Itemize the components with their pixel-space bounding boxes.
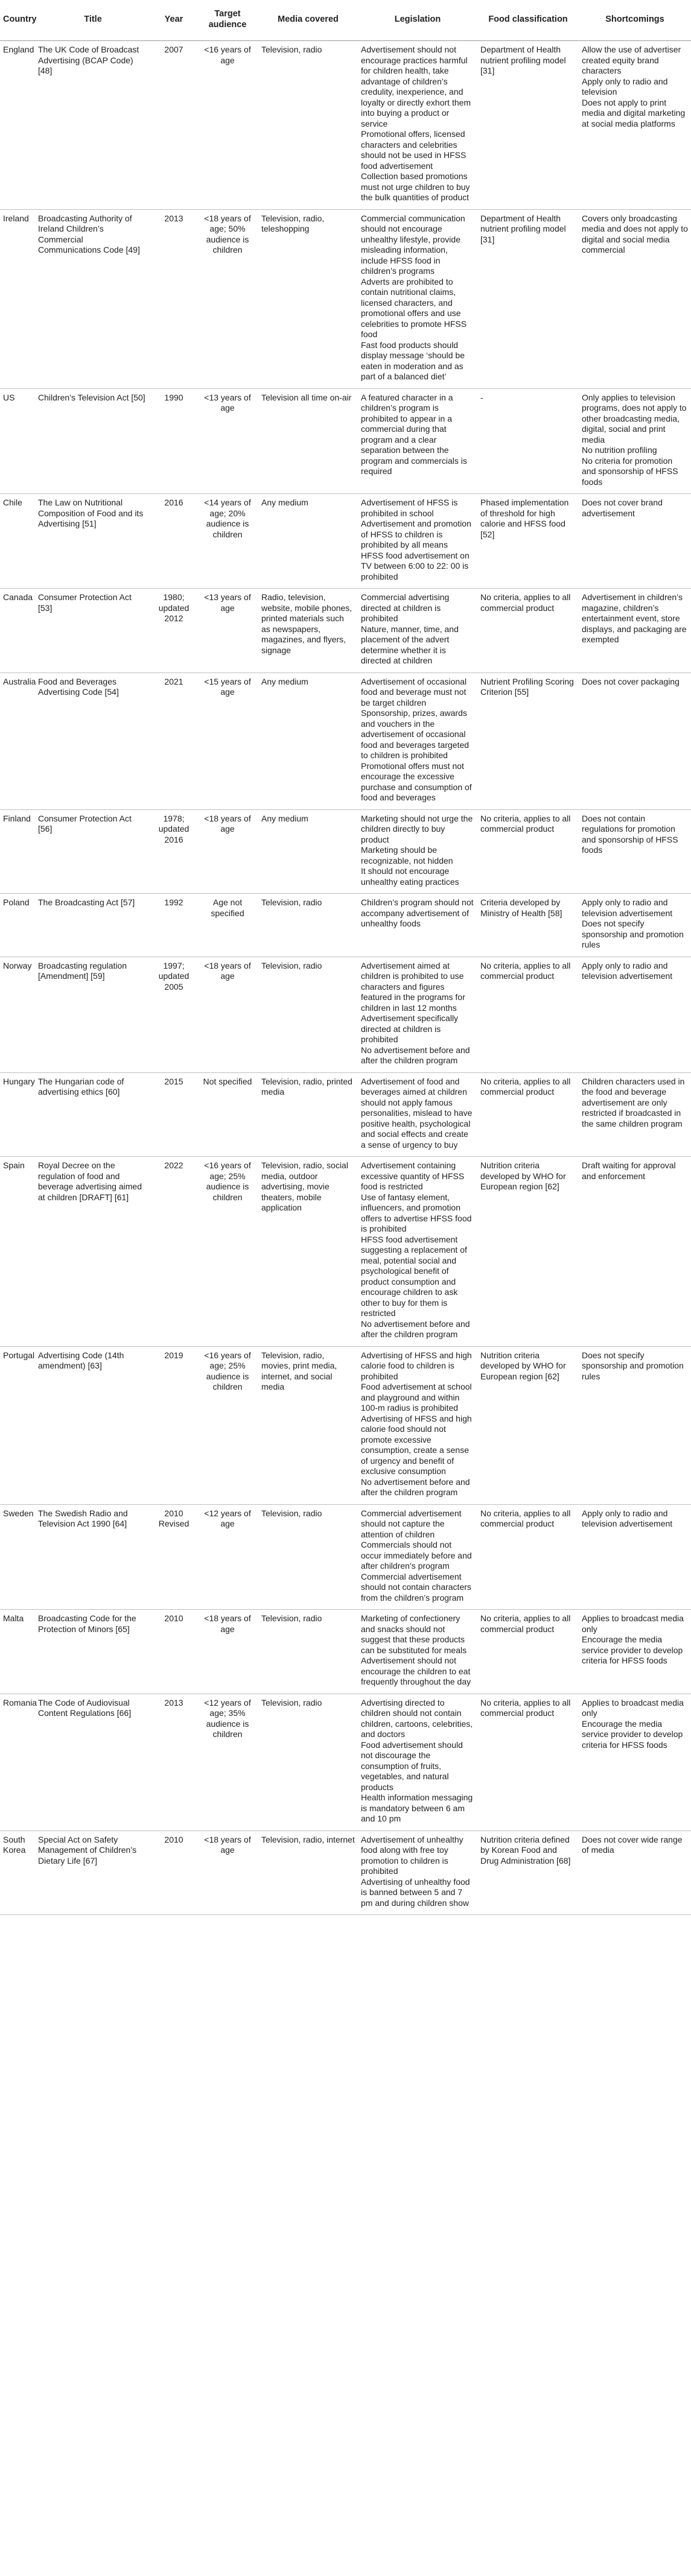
- target-audience-cell: <14 years of age; 20% audience is children: [197, 494, 258, 589]
- legislation-line: Marketing should be recognizable, not hidden: [361, 845, 453, 866]
- legislation-line: No advertisement before and after the children program: [361, 1476, 470, 1497]
- title-cell: Advertising Code (14th amendment) [63]: [35, 1346, 151, 1504]
- shortcomings-cell: [579, 209, 691, 388]
- legislation-line: Collection based promotions must not urge children to buy the bulk quantities of product: [361, 171, 470, 202]
- target-audience-cell: <12 years of age: [197, 1504, 258, 1610]
- title-cell: The UK Code of Broadcast Advertising (BCAP Code) [48]: [35, 41, 151, 210]
- title-cell: Royal Decree on the regulation of food and beverage advertising aimed at children [DRAFT] [61]: [35, 1157, 151, 1347]
- header-media-covered: Media covered: [258, 0, 358, 41]
- legislation-line: Advertising of HFSS and high calorie food should not promote excessive consumption, create a sense of urgency and benefit of exclusive consumption: [361, 1413, 472, 1476]
- shortcomings-cell: [579, 957, 691, 1072]
- year-cell: 2021: [151, 672, 197, 809]
- legislation-line: Health information messaging is mandatory between 6 am and 10 pm: [361, 1793, 473, 1823]
- country-cell: Chile: [0, 494, 35, 589]
- shortcomings-cell: [579, 1610, 691, 1694]
- header-legislation: Legislation: [358, 0, 477, 41]
- target-audience-cell: <16 years of age; 25% audience is children: [197, 1157, 258, 1347]
- shortcomings-cell: [579, 1157, 691, 1347]
- shortcomings-line: Encourage the media service provider to develop criteria for HFSS foods: [582, 1718, 683, 1750]
- header-year: Year: [151, 0, 197, 41]
- media-covered-cell: Any medium: [258, 672, 358, 809]
- shortcomings-cell: [579, 41, 691, 210]
- legislation-line: Promotional offers must not encourage the excessive purchase and consumption of food and beverages: [361, 761, 472, 802]
- legislation-line: Advertisement of food and beverages aimed at children should not apply famous personalities, mislead to have positive health, psychological and social effects and create a sense of urgency to buy: [361, 1076, 473, 1150]
- shortcomings-line: Allow the use of advertiser created equity brand characters: [582, 45, 681, 75]
- table-row: [0, 209, 691, 388]
- legislation-line: It should not encourage unhealthy eating practices: [361, 866, 459, 887]
- legislation-line: Advertising directed to children should not contain children, cartoons, celebrities, and doctors: [361, 1697, 473, 1739]
- food-classification-cell: Phased implementation of threshold for high calorie and HFSS food [52]: [477, 494, 579, 589]
- media-covered-cell: Any medium: [258, 809, 358, 894]
- legislation-line: Advertisement should not encourage practices harmful for children health, take advantage of children’s credulity, inexperience, and loyalty or directly exhort them into buying a product or service: [361, 45, 471, 128]
- shortcomings-line: Does not apply to print media and digital marketing at social media platforms: [582, 97, 686, 128]
- title-cell: Broadcasting Authority of Ireland Children’s Commercial Communications Code [49]: [35, 209, 151, 388]
- legislation-line: Adverts are prohibited to contain nutritional claims, licensed characters, and promotional offers and use celebrities to promote HFSS food: [361, 276, 467, 339]
- shortcomings-cell: [579, 809, 691, 894]
- legislation-cell: [358, 809, 477, 894]
- target-audience-cell: <18 years of age; 50% audience is children: [197, 209, 258, 388]
- legislation-line: Advertisement of occasional food and beverage must not be target children: [361, 676, 467, 707]
- target-audience-cell: <13 years of age: [197, 388, 258, 494]
- year-cell: 2022: [151, 1157, 197, 1347]
- shortcomings-cell: [579, 1072, 691, 1157]
- shortcomings-line: Covers only broadcasting media and does not apply to digital and social media commercial: [582, 213, 688, 255]
- legislation-cell: [358, 672, 477, 809]
- table-row: [0, 957, 691, 1072]
- country-cell: Australia: [0, 672, 35, 809]
- legislation-line: Advertisement of unhealthy food along with free toy promotion to children is prohibited: [361, 1834, 463, 1876]
- food-classification-cell: No criteria, applies to all commercial product: [477, 809, 579, 894]
- shortcomings-line: Apply only to radio and television advertisement: [582, 897, 673, 918]
- country-cell: England: [0, 41, 35, 210]
- country-cell: Romania: [0, 1694, 35, 1831]
- legislation-line: Advertising of HFSS and high calorie food to children is prohibited: [361, 1350, 472, 1381]
- target-audience-cell: Age not specified: [197, 894, 258, 957]
- legislation-line: A featured character in a children’s program is prohibited to appear in a commercial during that program and a clear separation between the program and commercials is required: [361, 392, 467, 476]
- food-classification-cell: No criteria, applies to all commercial product: [477, 1610, 579, 1694]
- country-cell: Canada: [0, 589, 35, 673]
- table-row: [0, 1831, 691, 1915]
- legislation-line: Advertisement and promotion of HFSS to children is prohibited by all means: [361, 519, 471, 549]
- food-classification-cell: No criteria, applies to all commercial product: [477, 957, 579, 1072]
- shortcomings-line: Does not specify sponsorship and promotion rules: [582, 1350, 684, 1381]
- shortcomings-cell: [579, 388, 691, 494]
- legislation-cell: [358, 1157, 477, 1347]
- shortcomings-cell: [579, 1504, 691, 1610]
- media-covered-cell: Television, radio: [258, 1610, 358, 1694]
- legislation-line: Commercial advertisement should not capture the attention of children Commercials should not occur immediately before and after children’s program: [361, 1508, 472, 1571]
- country-cell: Spain: [0, 1157, 35, 1347]
- food-classification-cell: Nutrition criteria defined by Korean Food and Drug Administration [68]: [477, 1831, 579, 1915]
- header-row: [0, 0, 691, 41]
- media-covered-cell: Television all time on-air: [258, 388, 358, 494]
- legislation-line: No advertisement before and after the children program: [361, 1045, 470, 1065]
- target-audience-cell: <18 years of age: [197, 1610, 258, 1694]
- year-cell: 2015: [151, 1072, 197, 1157]
- food-classification-cell: Nutrition criteria developed by WHO for European region [62]: [477, 1346, 579, 1504]
- title-cell: The Law on Nutritional Composition of Food and its Advertising [51]: [35, 494, 151, 589]
- target-audience-cell: Not specified: [197, 1072, 258, 1157]
- title-cell: Broadcasting Code for the Protection of Minors [65]: [35, 1610, 151, 1694]
- target-audience-cell: <16 years of age: [197, 41, 258, 210]
- country-cell: Malta: [0, 1610, 35, 1694]
- title-cell: Consumer Protection Act [53]: [35, 589, 151, 673]
- legislation-cell: [358, 1072, 477, 1157]
- target-audience-cell: <18 years of age: [197, 809, 258, 894]
- table-row: [0, 672, 691, 809]
- year-cell: 2010: [151, 1831, 197, 1915]
- table-row: [0, 1157, 691, 1347]
- table-row: [0, 894, 691, 957]
- shortcomings-line: Apply only to radio and television advertisement: [582, 960, 673, 981]
- shortcomings-line: Apply only to radio and television: [582, 76, 668, 97]
- shortcomings-line: No criteria for promotion and sponsorship of HFSS foods: [582, 455, 678, 487]
- media-covered-cell: Television, radio: [258, 41, 358, 210]
- legislation-cell: [358, 1831, 477, 1915]
- shortcomings-line: Advertisement in children’s magazine, children’s entertainment event, store displays, and packaging are exempted: [582, 592, 687, 644]
- title-cell: Consumer Protection Act [56]: [35, 809, 151, 894]
- food-classification-cell: Nutrition criteria developed by WHO for European region [62]: [477, 1157, 579, 1347]
- year-cell: 1980; updated 2012: [151, 589, 197, 673]
- shortcomings-cell: [579, 1694, 691, 1831]
- title-cell: Special Act on Safety Management of Children’s Dietary Life [67]: [35, 1831, 151, 1915]
- table-row: [0, 388, 691, 494]
- country-cell: US: [0, 388, 35, 494]
- title-cell: The Code of Audiovisual Content Regulations [66]: [35, 1694, 151, 1831]
- media-covered-cell: Television, radio, social media, outdoor advertising, movie theaters, mobile application: [258, 1157, 358, 1347]
- legislation-line: Fast food products should display message ‘should be eaten in moderation and as part of a balanced diet’: [361, 340, 465, 381]
- shortcomings-line: Applies to broadcast media only: [582, 1613, 684, 1634]
- year-cell: 1978; updated 2016: [151, 809, 197, 894]
- media-covered-cell: Television, radio, teleshopping: [258, 209, 358, 388]
- shortcomings-line: Only applies to television programs, does not apply to other broadcasting media, digital, social and print media: [582, 392, 687, 445]
- shortcomings-cell: [579, 1346, 691, 1504]
- shortcomings-line: No nutrition profiling: [582, 445, 657, 455]
- food-classification-cell: Criteria developed by Ministry of Health [58]: [477, 894, 579, 957]
- legislation-line: Advertisement aimed at children is prohibited to use characters and figures featured in the programs for children in last 12 months: [361, 960, 465, 1013]
- food-classification-cell: Nutrient Profiling Scoring Criterion [55]: [477, 672, 579, 809]
- media-covered-cell: Television, radio: [258, 1694, 358, 1831]
- year-cell: 2019: [151, 1346, 197, 1504]
- table-row: [0, 589, 691, 673]
- legislation-line: HFSS food advertisement suggesting a replacement of meal, potential social and psychological benefit of product consumption and encourage children to ask other to buy for them is restricted: [361, 1234, 467, 1318]
- country-cell: Norway: [0, 957, 35, 1072]
- shortcomings-line: Apply only to radio and television advertisement: [582, 1508, 673, 1528]
- table-row: [0, 1610, 691, 1694]
- shortcomings-line: Does not specify sponsorship and promotion rules: [582, 919, 684, 949]
- table-row: [0, 809, 691, 894]
- food-classification-cell: Department of Health nutrient profiling model [31]: [477, 41, 579, 210]
- year-cell: 2010 Revised: [151, 1504, 197, 1610]
- year-cell: 1990: [151, 388, 197, 494]
- year-cell: 2007: [151, 41, 197, 210]
- legislation-line: Advertisement of HFSS is prohibited in school: [361, 498, 458, 518]
- media-covered-cell: Television, radio, printed media: [258, 1072, 358, 1157]
- target-audience-cell: <16 years of age; 25% audience is children: [197, 1346, 258, 1504]
- target-audience-cell: <18 years of age: [197, 957, 258, 1072]
- title-cell: The Broadcasting Act [57]: [35, 894, 151, 957]
- legislation-cell: [358, 957, 477, 1072]
- shortcomings-line: Draft waiting for approval and enforcement: [582, 1160, 676, 1181]
- table-row: [0, 494, 691, 589]
- header-shortcomings: Shortcomings: [579, 0, 691, 41]
- legislation-cell: [358, 209, 477, 388]
- legislation-line: No advertisement before and after the children program: [361, 1318, 470, 1339]
- table-row: [0, 41, 691, 210]
- header-food-classification: Food classification: [477, 0, 579, 41]
- legislation-line: Commercial advertising directed at children is prohibited: [361, 592, 450, 623]
- food-classification-cell: No criteria, applies to all commercial product: [477, 1504, 579, 1610]
- table-row: [0, 1504, 691, 1610]
- title-cell: Children’s Television Act [50]: [35, 388, 151, 494]
- title-cell: Broadcasting regulation [Amendment] [59]: [35, 957, 151, 1072]
- legislation-line: Children’s program should not accompany advertisement of unhealthy foods: [361, 897, 474, 928]
- legislation-cell: [358, 388, 477, 494]
- shortcomings-line: Encourage the media service provider to develop criteria for HFSS foods: [582, 1635, 683, 1665]
- table-row: [0, 1694, 691, 1831]
- year-cell: 2010: [151, 1610, 197, 1694]
- legislation-cell: [358, 589, 477, 673]
- food-classification-cell: -: [477, 388, 579, 494]
- shortcomings-line: Children characters used in the food and beverage advertisement are only restricted if broadcasted in the same children program: [582, 1076, 685, 1128]
- country-cell: Sweden: [0, 1504, 35, 1610]
- legislation-line: Use of fantasy element, influencers, and promotion offers to advertise HFSS food is prohibited: [361, 1192, 472, 1233]
- year-cell: 1997; updated 2005: [151, 957, 197, 1072]
- legislation-line: Advertisement should not encourage the children to eat frequently throughout the day: [361, 1656, 471, 1686]
- title-cell: Food and Beverages Advertising Code [54]: [35, 672, 151, 809]
- target-audience-cell: <13 years of age: [197, 589, 258, 673]
- legislation-line: Commercial advertisement should not contain characters from the children’s program: [361, 1571, 471, 1603]
- legislation-cell: [358, 494, 477, 589]
- title-cell: The Hungarian code of advertising ethics [60]: [35, 1072, 151, 1157]
- legislation-cell: [358, 1694, 477, 1831]
- legislation-cell: [358, 894, 477, 957]
- country-cell: Poland: [0, 894, 35, 957]
- legislation-line: Food advertisement at school and playground and within 100-m radius is prohibited: [361, 1382, 472, 1413]
- shortcomings-cell: [579, 589, 691, 673]
- legislation-line: Marketing should not urge the children directly to buy product: [361, 813, 473, 844]
- shortcomings-cell: [579, 1831, 691, 1915]
- legislation-cell: [358, 1346, 477, 1504]
- legislation-line: Commercial communication should not encourage unhealthy lifestyle, provide misleading information, include HFSS food in children’s programs: [361, 213, 465, 276]
- media-covered-cell: Television, radio, internet: [258, 1831, 358, 1915]
- legislation-line: Advertisement specifically directed at children is prohibited: [361, 1013, 459, 1044]
- country-cell: Portugal: [0, 1346, 35, 1504]
- legislation-line: HFSS food advertisement on TV between 6:00 to 22: 00 is prohibited: [361, 550, 470, 581]
- shortcomings-line: Does not cover brand advertisement: [582, 498, 663, 518]
- media-covered-cell: Television, radio: [258, 1504, 358, 1610]
- media-covered-cell: Television, radio: [258, 894, 358, 957]
- legislation-cell: [358, 1504, 477, 1610]
- media-covered-cell: Radio, television, website, mobile phones, printed materials such as newspapers, magazines, and flyers, signage: [258, 589, 358, 673]
- year-cell: 2013: [151, 209, 197, 388]
- legislation-cell: [358, 1610, 477, 1694]
- shortcomings-cell: [579, 894, 691, 957]
- target-audience-cell: <12 years of age; 35% audience is children: [197, 1694, 258, 1831]
- table-body: [0, 41, 691, 1915]
- media-covered-cell: Television, radio: [258, 957, 358, 1072]
- media-covered-cell: Any medium: [258, 494, 358, 589]
- year-cell: 1992: [151, 894, 197, 957]
- food-classification-cell: No criteria, applies to all commercial product: [477, 589, 579, 673]
- country-cell: Ireland: [0, 209, 35, 388]
- shortcomings-cell: [579, 672, 691, 809]
- food-classification-cell: Department of Health nutrient profiling model [31]: [477, 209, 579, 388]
- shortcomings-cell: [579, 494, 691, 589]
- country-cell: Finland: [0, 809, 35, 894]
- country-cell: South Korea: [0, 1831, 35, 1915]
- year-cell: 2013: [151, 1694, 197, 1831]
- header-country: Country: [0, 0, 35, 41]
- shortcomings-line: Does not cover packaging: [582, 676, 680, 686]
- shortcomings-line: Does not cover wide range of media: [582, 1834, 683, 1855]
- legislation-line: Advertisement containing excessive quantity of HFSS food is restricted: [361, 1160, 465, 1191]
- country-cell: Hungary: [0, 1072, 35, 1157]
- table-row: [0, 1346, 691, 1504]
- header-target-audience: Target audience: [197, 0, 258, 41]
- table-row: [0, 1072, 691, 1157]
- header-title: Title: [35, 0, 151, 41]
- title-cell: The Swedish Radio and Television Act 1990 [64]: [35, 1504, 151, 1610]
- food-classification-cell: No criteria, applies to all commercial product: [477, 1072, 579, 1157]
- media-covered-cell: Television, radio, movies, print media, internet, and social media: [258, 1346, 358, 1504]
- legislation-line: Marketing of confectionery and snacks should not suggest that these products can be substituted for meals: [361, 1613, 467, 1655]
- legislation-line: Nature, manner, time, and placement of the advert determine whether it is directed at children: [361, 624, 459, 665]
- target-audience-cell: <18 years of age: [197, 1831, 258, 1915]
- legislation-line: Advertising of unhealthy food is banned between 5 and 7 pm and during children show: [361, 1876, 470, 1908]
- shortcomings-line: Applies to broadcast media only: [582, 1697, 684, 1718]
- legislation-line: Promotional offers, licensed characters and celebrities should not be used in HFSS food advertisement: [361, 129, 467, 171]
- legislation-line: Sponsorship, prizes, awards and vouchers in the advertisement of occasional food and beverages targeted to children is prohibited: [361, 708, 470, 760]
- legislation-cell: [358, 41, 477, 210]
- legislation-line: Food advertisement should not discourage the consumption of fruits, vegetables, and natural products: [361, 1739, 463, 1792]
- shortcomings-line: Does not contain regulations for promotion and sponsorship of HFSS foods: [582, 813, 678, 855]
- target-audience-cell: <15 years of age: [197, 672, 258, 809]
- year-cell: 2016: [151, 494, 197, 589]
- food-classification-cell: No criteria, applies to all commercial product: [477, 1694, 579, 1831]
